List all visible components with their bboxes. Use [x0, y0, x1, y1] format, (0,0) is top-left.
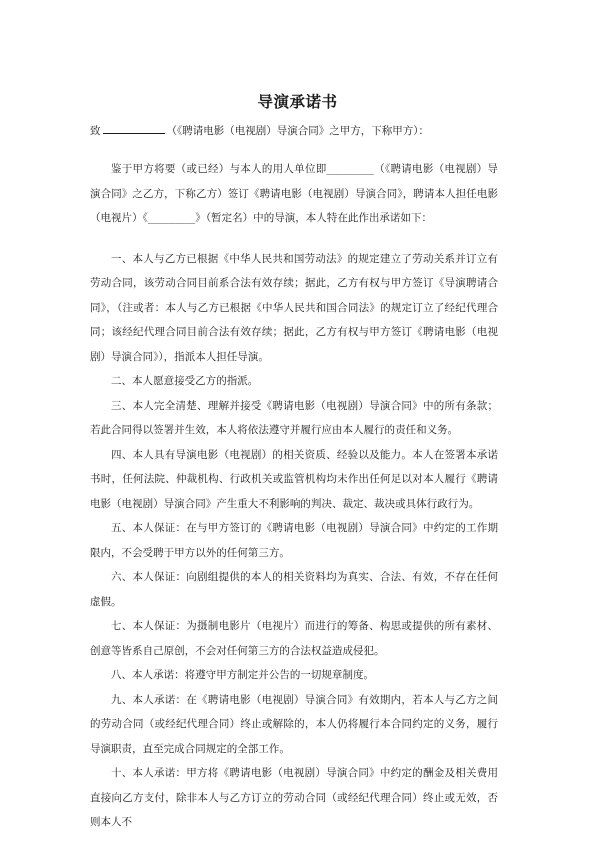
- clause-1: 一、本人与乙方已根据《中华人民共和国劳动法》的规定建立了劳动关系并订立有劳动合同，该劳动合同目前系合法有效存续；据此，乙方有权与甲方签订《导演聘请合同》，（注或者：本人与乙方已根据《中华人民共和国合同法》的规定订立了经纪代理合同；该经纪代理合同目前合法有效存续；据此，乙方有权与甲方签订《聘请电影（电视剧）导演合同》），指派本人担任导演。: [90, 252, 498, 363]
- clause-6: 六、本人保证：向剧组提供的本人的相关资料均为真实、合法、有效，不存在任何虚假。: [90, 571, 498, 608]
- clause-5: 五、本人保证：在与甲方签订的《聘请电影（电视剧）导演合同》中约定的工作期限内，不会受聘于甲方以外的任何第三方。: [90, 522, 498, 559]
- clause-9: 九、本人承诺：在《聘请电影（电视剧）导演合同》有效期内，若本人与乙方之间的劳动合同（或经纪代理合同）终止或解除的，本人仍将履行本合同约定的义务，履行导演职责，直至完成合同规定的全部工作。: [90, 693, 498, 755]
- salutation-prefix: 致: [90, 125, 101, 137]
- document-body: [90, 157, 498, 835]
- clause-3: 三、本人完全清楚、理解并接受《聘请电影（电视剧）导演合同》中的所有条款；若此合同得以签署并生效，本人将依法遵守并履行应由本人履行的责任和义务。: [90, 399, 498, 436]
- clause-10: 十、本人承诺：甲方将《聘请电影（电视剧）导演合同》中约定的酬金及相关费用直接向乙方支付，除非本人与乙方订立的劳动合同（或经纪代理合同）终止或无效，否则本人不: [90, 767, 498, 828]
- clause-4: 四、本人具有导演电影（电视剧）的相关资质、经验以及能力。本人在签署本承诺书时，任何法院、仲裁机构、行政机关或监管机构均未作出任何足以对本人履行《聘请电影（电视剧）导演合同》产生重大不利影响的判决、裁定、裁决或具体行政行为。: [90, 448, 498, 510]
- clause-8: 八、本人承诺：将遵守甲方制定并公告的一切规章制度。: [111, 669, 374, 681]
- document-title: 导演承诺书: [257, 93, 338, 111]
- clause-7: 七、本人保证：为摄制电影片（电视片）而进行的筹备、构思或提供的所有素材、创意等皆系自己原创，不会对任何第三方的合法权益造成侵犯。: [90, 620, 498, 657]
- salutation-line: [90, 123, 510, 138]
- salutation-suffix: （《聘请电影（电视剧）导演合同》之甲方，下称甲方）：: [166, 125, 429, 137]
- intro-paragraph: 鉴于甲方将要（或已经）与本人的用人单位即_________（《聘请电影（电视剧）导演合同》之乙方，下称乙方）签订《聘请电影（电视剧）导演合同》，聘请本人担任电影（电视片）《_________》（暂定名）中的导演，本人特在此作出承诺如下：: [90, 163, 498, 224]
- clause-2: 二、本人愿意接受乙方的指派。: [111, 375, 259, 387]
- recipient-blank: [103, 123, 165, 134]
